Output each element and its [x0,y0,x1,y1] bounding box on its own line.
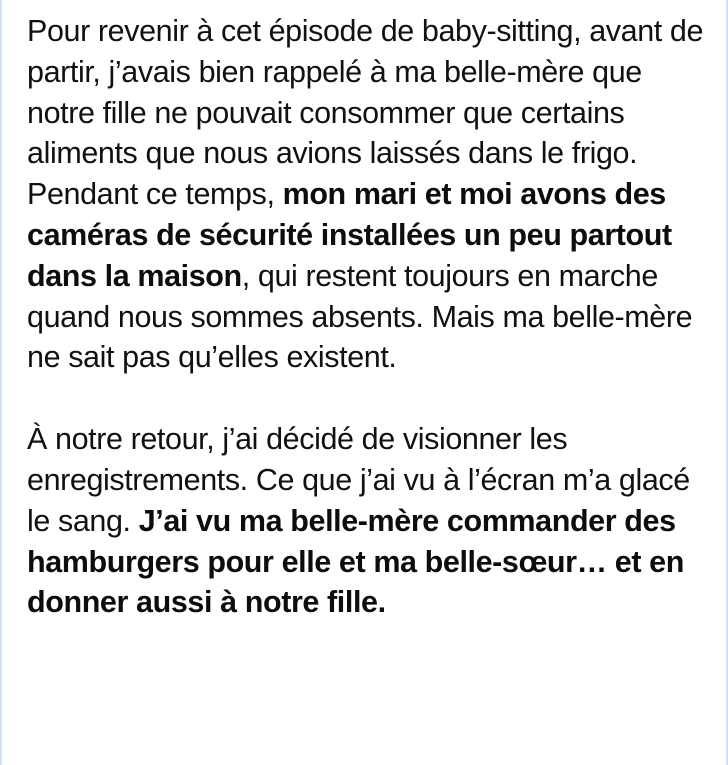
paragraph-spacer [27,378,707,419]
paragraph-2-highlight: J’ai vu ma belle-mère commander des hamburgers pour elle et ma belle-sœur… et en donner aussi à notre fille. [27,503,684,620]
paragraph-1 [27,11,707,378]
story-text [27,11,707,623]
paragraph-1-text-a: Pour revenir à cet épisode de baby-sitting, avant de partir, j’avais bien rappelé à ma belle-mère que notre fille ne pouvait consommer que certains aliments que nous avions laissés dans le frigo. Pendant ce temps, [27,14,704,212]
paragraph-2 [27,419,707,623]
paragraph-1-text-b: , qui restent toujours en marche quand nous sommes absents. Mais ma belle-mère ne sait pas qu’elles existent. [27,258,693,375]
paragraph-1-highlight: mon mari et moi avons des caméras de sécurité installées un peu partout dans la maison [27,177,672,293]
paragraph-2-text-a: À notre retour, j’ai décidé de visionner les enregistrements. Ce que j’ai vu à l’écran m’a glacé le sang. [27,422,690,538]
